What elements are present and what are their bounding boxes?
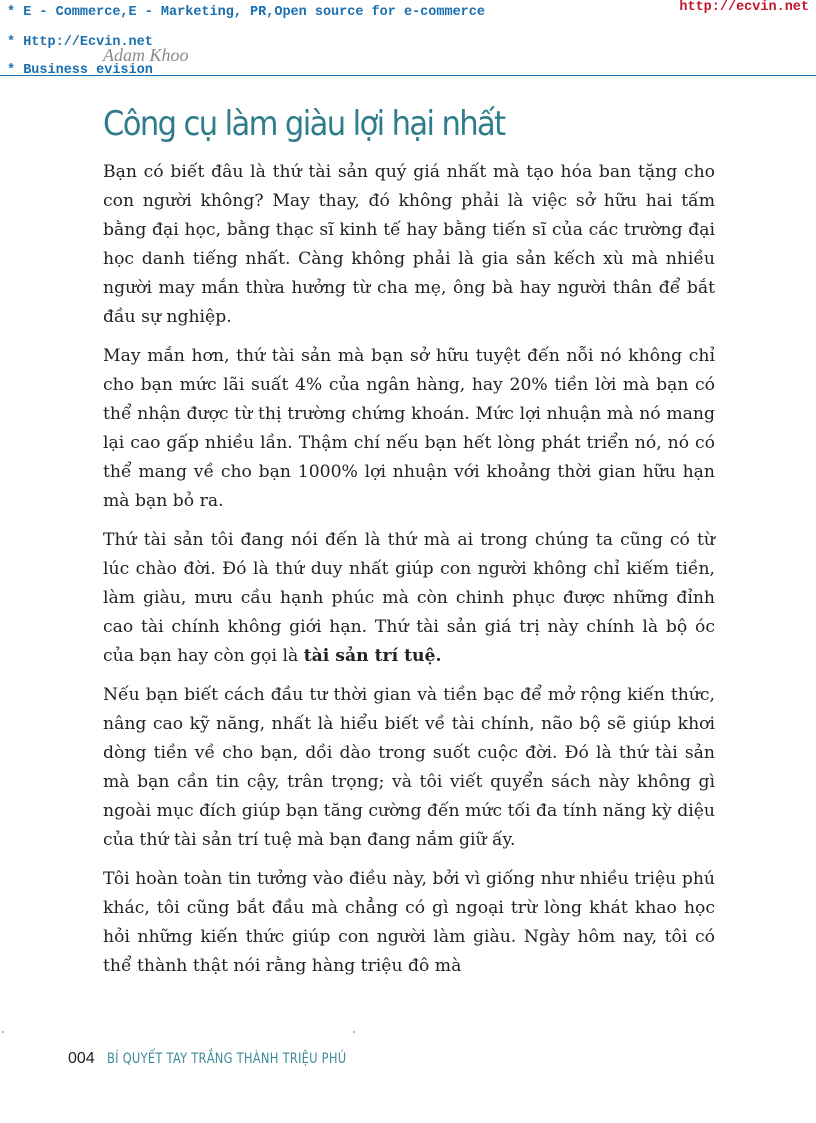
header-divider	[0, 75, 816, 76]
body-text	[103, 158, 715, 991]
book-title: BÍ QUYẾT TAY TRẮNG THÀNH TRIỆU PHÚ	[106, 1051, 347, 1067]
paragraph: Nếu bạn biết cách đầu tư thời gian và tiền bạc để mở rộng kiến thức, nâng cao kỹ năng, nhất là hiểu biết về tài chính, não bộ sẽ giúp khơi dòng tiền về cho bạn, dồi dào trong suốt cuộc đời. Đó là thứ tài sản mà bạn cần tin cậy, trân trọng; và tôi viết quyển sách này không gì ngoài mục đích giúp bạn tăng cường đến mức tối đa tính năng kỳ diệu của thứ tài sản trí tuệ mà bạn đang nắm giữ ấy.	[103, 685, 715, 850]
author-watermark: Adam Khoo	[103, 45, 189, 65]
paragraph: Tôi hoàn toàn tin tưởng vào điều này, bởi vì giống như nhiều triệu phú khác, tôi cũng bắt đầu mà chẳng có gì ngoại trừ lòng khát khao học hỏi những kiến thức giúp con người làm giàu. Ngày hôm nay, tôi có thể thành thật nói rằng hàng triệu đô mà	[103, 869, 715, 976]
paragraph: Thứ tài sản tôi đang nói đến là thứ mà ai trong chúng ta cũng có từ lúc chào đời. Đó là thứ duy nhất giúp con người không chỉ kiếm tiền, làm giàu, mưu cầu hạnh phúc mà còn chinh phục được những đỉnh cao tài chính không giới hạn. Thứ tài sản giá trị này chính là bộ óc của bạn hay còn gọi là tài sản trí tuệ.	[103, 530, 715, 666]
header-line-2[interactable]: * Http://Ecvin.net	[7, 35, 153, 50]
emphasis-text: tài sản trí tuệ.	[303, 646, 442, 666]
scan-mark	[353, 1031, 355, 1033]
header-line-1: * E - Commerce,E - Marketing, PR,Open source for e-commerce	[7, 5, 485, 20]
chapter-title: Công cụ làm giàu lợi hại nhất	[103, 104, 505, 144]
paragraph: Bạn có biết đâu là thứ tài sản quý giá nhất mà tạo hóa ban tặng cho con người không? May thay, đó không phải là việc sở hữu hai tấm bằng đại học, bằng thạc sĩ kinh tế hay bằng tiến sĩ của các trường đại học danh tiếng nhất. Càng không phải là gia sản kếch xù mà nhiều người may mắn thừa hưởng từ cha mẹ, ông bà hay người thân để bắt đầu sự nghiệp.	[103, 162, 715, 327]
header-line-3: * Business evision	[7, 63, 153, 78]
page-footer	[68, 1050, 399, 1068]
page-number: 004	[68, 1050, 95, 1067]
scan-mark	[2, 1031, 4, 1033]
paragraph: May mắn hơn, thứ tài sản mà bạn sở hữu tuyệt đến nỗi nó không chỉ cho bạn mức lãi suất 4% của ngân hàng, hay 20% tiền lời mà bạn có thể nhận được từ thị trường chứng khoán. Mức lợi nhuận mà nó mang lại cao gấp nhiều lần. Thậm chí nếu bạn hết lòng phát triển nó, nó có thể mang về cho bạn 1000% lợi nhuận với khoảng thời gian hữu hạn mà bạn bỏ ra.	[103, 346, 715, 511]
header-url-link[interactable]: http://ecvin.net	[679, 0, 809, 15]
